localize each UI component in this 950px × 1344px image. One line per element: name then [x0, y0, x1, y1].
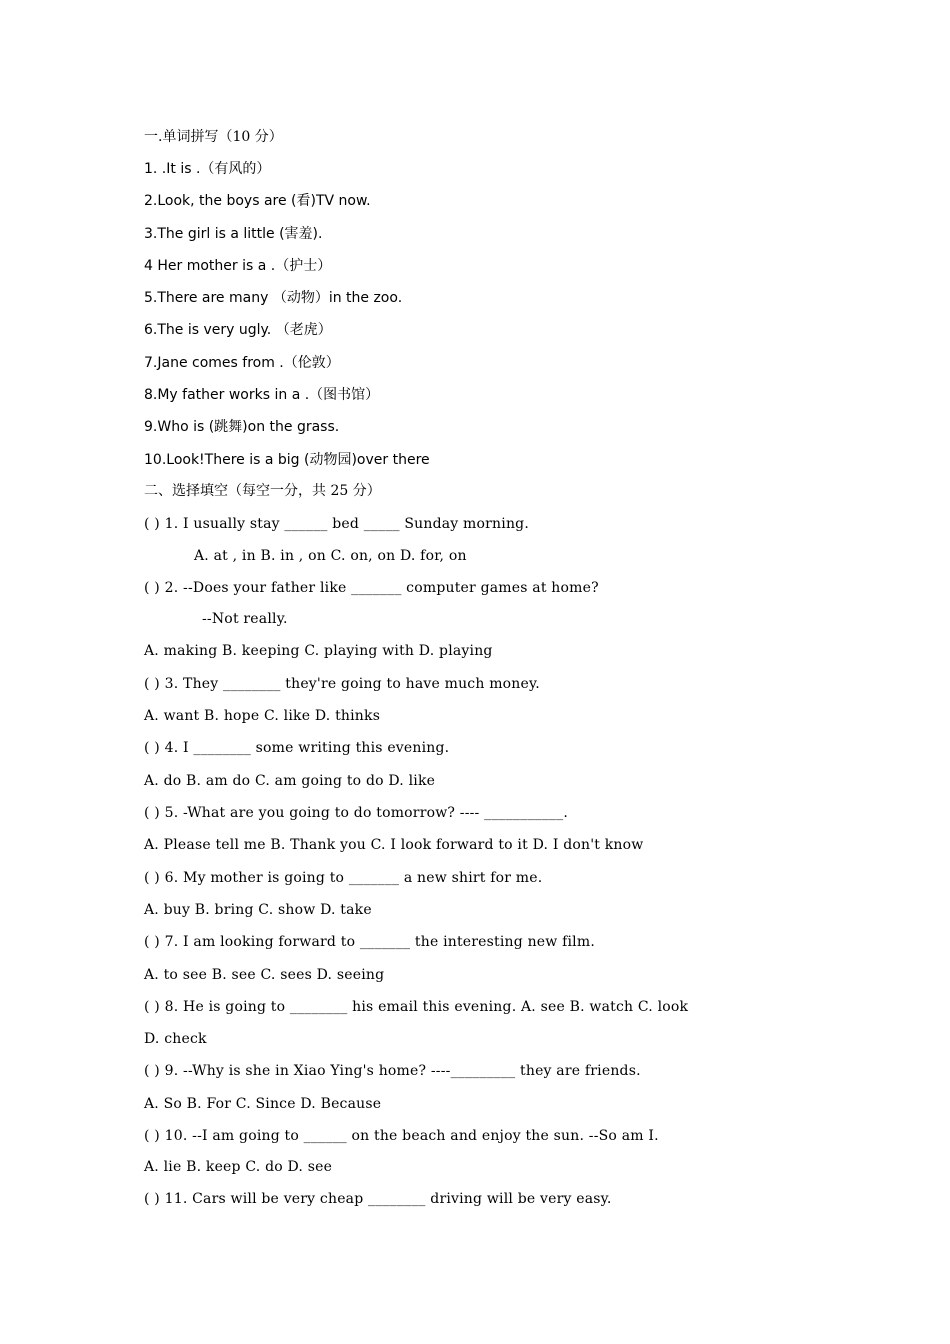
spelling-item-8: 8.My father works in a .（图书馆） — [144, 387, 380, 403]
question-7: ( ) 7. I am looking forward to _______ the interesting new film. — [144, 934, 595, 950]
spelling-item-9: 9.Who is (跳舞)on the grass. — [144, 419, 340, 435]
spelling-item-10: 10.Look!There is a big (动物园)over there — [144, 452, 430, 468]
question-8: ( ) 8. He is going to ________ his email this evening. A. see B. watch C. look — [144, 999, 689, 1015]
question-8-options-continued: D. check — [144, 1031, 207, 1047]
spelling-item-2: 2.Look, the boys are (看)TV now. — [144, 193, 371, 209]
question-1: ( ) 1. I usually stay ______ bed _____ Sunday morning. — [144, 516, 529, 532]
question-9: ( ) 9. --Why is she in Xiao Ying's home? ----_________ they are friends. — [144, 1063, 641, 1079]
question-10-options: A. lie B. keep C. do D. see — [144, 1159, 333, 1175]
spelling-item-4: 4 Her mother is a .（护士） — [144, 258, 332, 274]
question-10: ( ) 10. --I am going to ______ on the beach and enjoy the sun. --So am I. — [144, 1128, 659, 1144]
question-5: ( ) 5. -What are you going to do tomorrow? ---- ___________. — [144, 805, 568, 821]
question-3-options: A. want B. hope C. like D. thinks — [144, 708, 381, 724]
question-7-options: A. to see B. see C. sees D. seeing — [144, 967, 385, 983]
question-3: ( ) 3. They ________ they're going to have much money. — [144, 676, 540, 692]
question-2: ( ) 2. --Does your father like _______ computer games at home? — [144, 580, 599, 596]
question-6-options: A. buy B. bring C. show D. take — [144, 902, 372, 918]
spelling-item-3: 3.The girl is a little (害羞). — [144, 226, 323, 242]
question-4-options: A. do B. am do C. am going to do D. like — [144, 773, 436, 789]
question-2-options: A. making B. keeping C. playing with D. playing — [144, 643, 493, 659]
spelling-item-7: 7.Jane comes from .（伦敦） — [144, 355, 340, 371]
section1-heading: 一.单词拼写（10 分） — [144, 129, 283, 145]
question-11: ( ) 11. Cars will be very cheap ________ driving will be very easy. — [144, 1191, 612, 1207]
question-5-options: A. Please tell me B. Thank you C. I look forward to it D. I don't know — [144, 837, 644, 853]
question-6: ( ) 6. My mother is going to _______ a new shirt for me. — [144, 870, 543, 886]
question-1-options: A. at , in B. in , on C. on, on D. for, on — [194, 548, 467, 564]
question-2-reply: --Not really. — [202, 611, 288, 627]
question-4: ( ) 4. I ________ some writing this evening. — [144, 740, 450, 756]
spelling-item-5: 5.There are many （动物）in the zoo. — [144, 290, 403, 306]
spelling-item-6: 6.The is very ugly. （老虎） — [144, 322, 332, 338]
question-9-options: A. So B. For C. Since D. Because — [144, 1096, 382, 1112]
spelling-item-1: 1. .It is .（有风的） — [144, 161, 271, 177]
section2-heading: 二、选择填空（每空一分，共 25 分） — [144, 483, 381, 499]
